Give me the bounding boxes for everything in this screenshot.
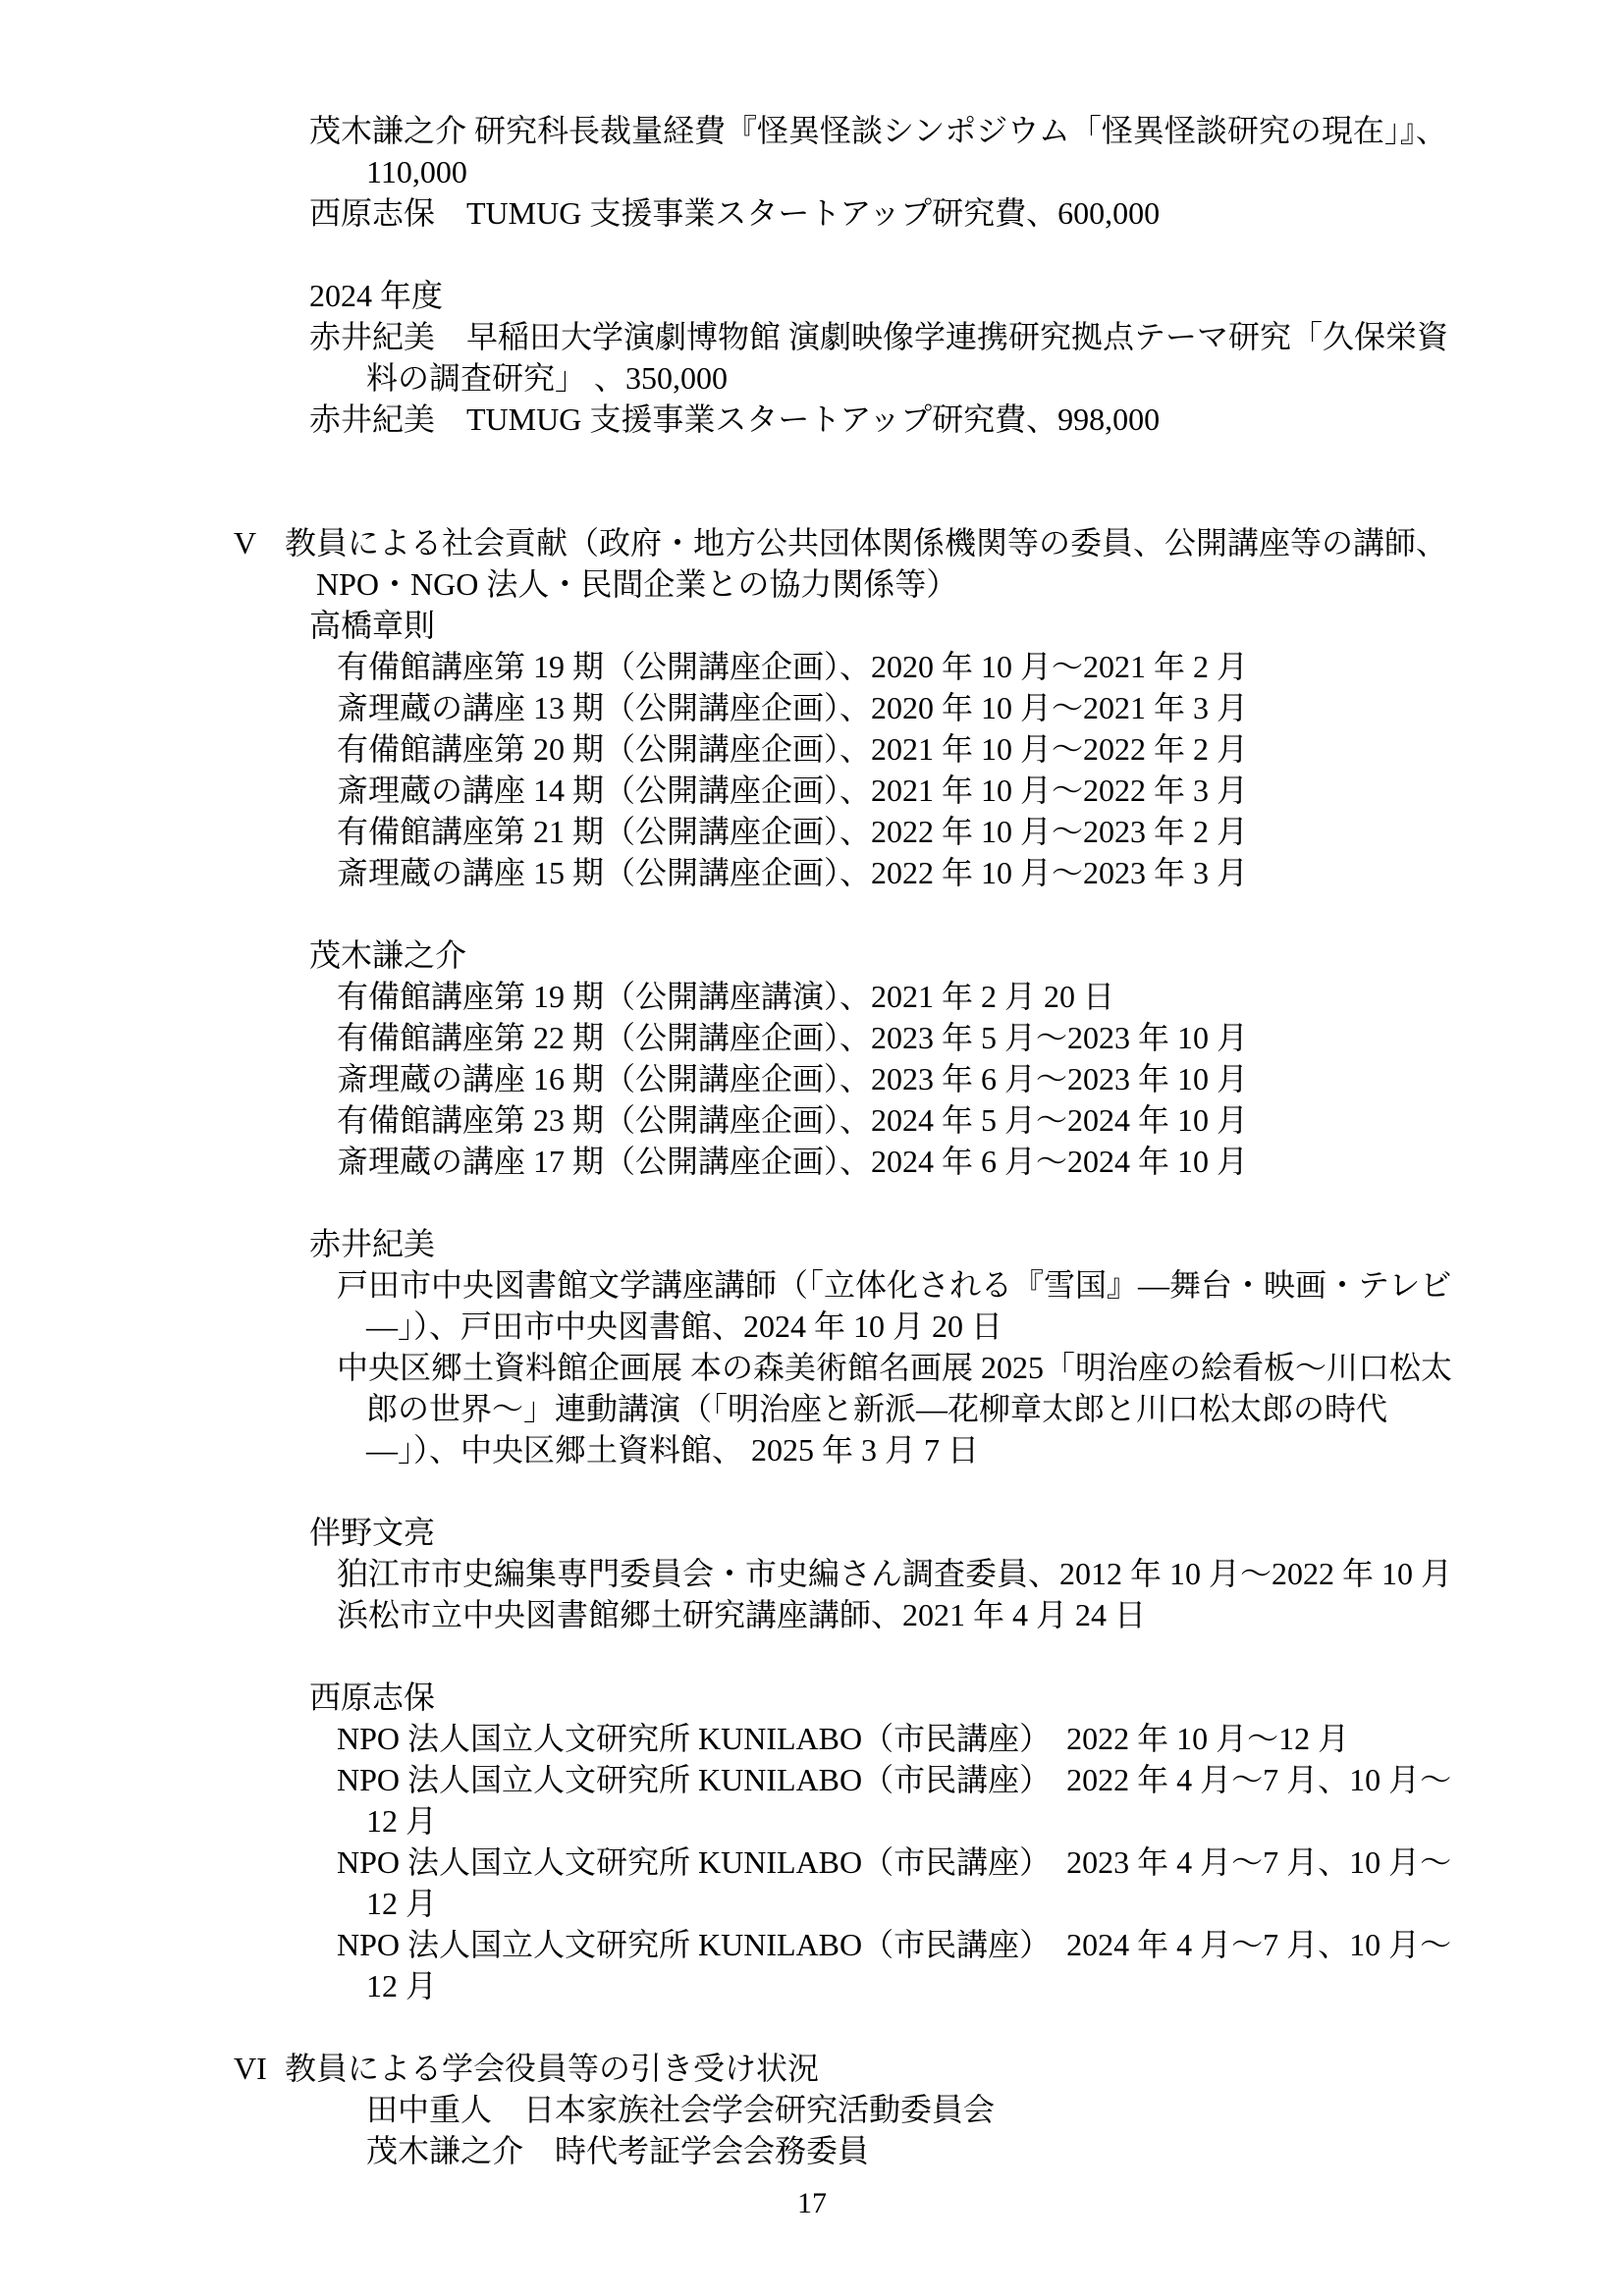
list-item: NPO 法人国立人文研究所 KUNILABO（市民講座） 2022 年 10 月～12 月 bbox=[337, 1721, 1350, 1756]
page-number: 17 bbox=[797, 2187, 827, 2219]
section-v-number: V bbox=[234, 525, 257, 561]
blank-line bbox=[0, 481, 1624, 522]
group-name: 赤井紀美 bbox=[309, 1226, 436, 1261]
list-item: 斎理蔵の講座 17 期（公開講座企画）、2024 年 6 月～2024 年 10 月 bbox=[337, 1144, 1249, 1179]
blank-line bbox=[0, 893, 1624, 934]
list-item-continuation: 12 月 bbox=[366, 1886, 438, 1921]
committee-entry: 茂木謙之介 時代考証学会会務委員 bbox=[366, 2133, 870, 2168]
group-name: 茂木謙之介 bbox=[309, 937, 467, 973]
group-name: 伴野文亮 bbox=[309, 1515, 436, 1550]
list-item: NPO 法人国立人文研究所 KUNILABO（市民講座） 2022 年 4 月～7 月、10 月～ bbox=[337, 1762, 1452, 1797]
group-name: 高橋章則 bbox=[309, 608, 436, 643]
blank-line bbox=[0, 1635, 1624, 1677]
grant-entry-continuation: 料の調査研究」 、350,000 bbox=[366, 360, 729, 396]
section-vi-heading bbox=[0, 2048, 1624, 2089]
grant-entry-line: 茂木謙之介 研究科長裁量経費『怪異怪談シンポジウム「怪異怪談研究の現在」』、 bbox=[309, 113, 1447, 148]
section-vi-title: 教員による学会役員等の引き受け状況 bbox=[285, 2051, 820, 2086]
list-item: 有備館講座第 23 期（公開講座企画）、2024 年 5 月～2024 年 10 月 bbox=[337, 1102, 1249, 1138]
list-item: NPO 法人国立人文研究所 KUNILABO（市民講座） 2023 年 4 月～7 月、10 月～ bbox=[337, 1844, 1452, 1880]
list-item: 浜松市立中央図書館郷土研究講座講師、2021 年 4 月 24 日 bbox=[337, 1597, 1147, 1632]
list-item: 戸田市中央図書館文学講座講師（「立体化される『雪国』―舞台・映画・テレビ bbox=[337, 1267, 1452, 1303]
list-item: 有備館講座第 19 期（公開講座講演）、2021 年 2 月 20 日 bbox=[337, 979, 1115, 1014]
list-item: 有備館講座第 22 期（公開講座企画）、2023 年 5 月～2023 年 10 月 bbox=[337, 1020, 1249, 1055]
list-item-continuation: ―」）、中央区郷土資料館、 2025 年 3 月 7 日 bbox=[366, 1432, 980, 1468]
list-item: 斎理蔵の講座 16 期（公開講座企画）、2023 年 6 月～2023 年 10 月 bbox=[337, 1061, 1249, 1096]
group-name: 西原志保 bbox=[309, 1680, 436, 1715]
list-item-continuation: 郎の世界～」連動講演（「明治座と新派―花柳章太郎と川口松太郎の時代 bbox=[366, 1391, 1388, 1426]
list-item: 斎理蔵の講座 14 期（公開講座企画）、2021 年 10 月～2022 年 3 月 bbox=[337, 773, 1249, 808]
committee-entry: 田中重人 日本家族社会学会研究活動委員会 bbox=[366, 2092, 996, 2127]
section-vi-number: VI bbox=[234, 2051, 267, 2086]
list-item: 斎理蔵の講座 13 期（公開講座企画）、2020 年 10 月～2021 年 3 月 bbox=[337, 690, 1249, 725]
grant-entry-line: 赤井紀美 早稲田大学演劇博物館 演劇映像学連携研究拠点テーマ研究「久保栄資 bbox=[309, 319, 1449, 354]
section-v-title-continuation: NPO・NGO 法人・民間企業との協力関係等） bbox=[316, 566, 958, 602]
list-item: 中央区郷土資料館企画展 本の森美術館名画展 2025「明治座の絵看板～川口松太 bbox=[337, 1350, 1453, 1385]
blank-line bbox=[0, 2006, 1624, 2048]
blank-line bbox=[0, 440, 1624, 481]
list-item-continuation: 12 月 bbox=[366, 1968, 438, 2003]
grant-entry-continuation: 110,000 bbox=[366, 154, 467, 189]
list-item: 狛江市市史編集専門委員会・市史編さん調査委員、2012 年 10 月～2022 年 10 月 bbox=[337, 1556, 1453, 1591]
section-v-title: 教員による社会貢献（政府・地方公共団体関係機関等の委員、公開講座等の講師、 bbox=[285, 525, 1448, 561]
year-heading: 2024 年度 bbox=[309, 278, 444, 313]
grant-entry-line: 西原志保 TUMUG 支援事業スタートアップ研究費、600,000 bbox=[309, 195, 1161, 231]
blank-line bbox=[0, 234, 1624, 275]
list-item: 有備館講座第 19 期（公開講座企画）、2020 年 10 月～2021 年 2 月 bbox=[337, 649, 1249, 684]
blank-line bbox=[0, 1182, 1624, 1223]
list-item-continuation: ―」）、戸田市中央図書館、2024 年 10 月 20 日 bbox=[366, 1308, 1003, 1344]
list-item: 斎理蔵の講座 15 期（公開講座企画）、2022 年 10 月～2023 年 3 月 bbox=[337, 855, 1249, 890]
list-item: NPO 法人国立人文研究所 KUNILABO（市民講座） 2024 年 4 月～7 月、10 月～ bbox=[337, 1927, 1452, 1962]
grant-entry-line: 赤井紀美 TUMUG 支援事業スタートアップ研究費、998,000 bbox=[309, 401, 1161, 437]
list-item: 有備館講座第 21 期（公開講座企画）、2022 年 10 月～2023 年 2 月 bbox=[337, 814, 1249, 849]
list-item: 有備館講座第 20 期（公開講座企画）、2021 年 10 月～2022 年 2 月 bbox=[337, 731, 1249, 767]
section-v-heading bbox=[0, 522, 1624, 563]
blank-line bbox=[0, 1470, 1624, 1512]
list-item-continuation: 12 月 bbox=[366, 1803, 438, 1839]
